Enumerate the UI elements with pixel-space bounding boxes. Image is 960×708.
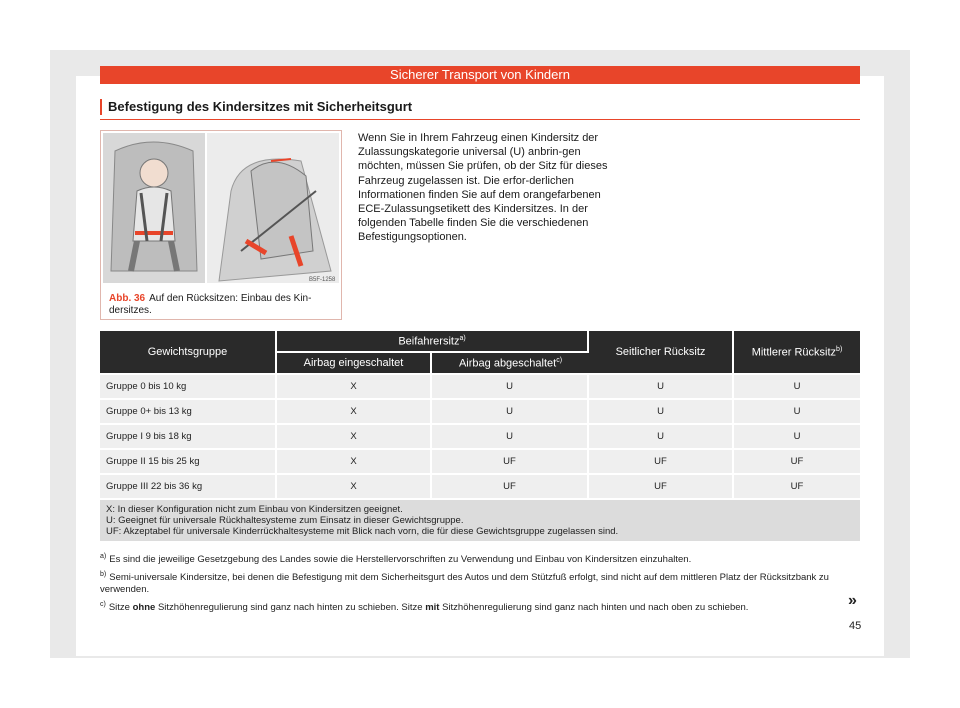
- cell-airbag-off: UF: [432, 475, 589, 498]
- col-header-middle: Mittlerer Rücksitz$^{b)}$: [734, 331, 860, 373]
- cell-middle: UF: [734, 475, 860, 498]
- footnote-b: $^{b)}$ Semi-universale Kindersitze, bei denen die Befestigung mit dem Sicherheitsgurt des Autos und dem Stützfuß erfolgt, sind nicht auf dem mittleren Platz der Rücksitzbank zu verwenden.: [100, 571, 829, 596]
- cell-side: UF: [589, 475, 734, 498]
- cell-group: Gruppe I 9 bis 18 kg: [100, 425, 277, 448]
- cell-airbag-off: U: [432, 425, 589, 448]
- table-row: [100, 400, 860, 423]
- legend-line: X: In dieser Konfiguration nicht zum Einbau von Kindersitzen geeignet.: [106, 504, 403, 515]
- cell-airbag-on: X: [277, 375, 432, 398]
- cell-side: U: [589, 375, 734, 398]
- cell-airbag-on: X: [277, 425, 432, 448]
- figure-caption: [109, 293, 335, 317]
- cell-middle: U: [734, 375, 860, 398]
- section-title: Befestigung des Kindersitzes mit Sicherheitsgurt: [108, 99, 413, 114]
- figure-child-seat: [100, 130, 342, 320]
- intro-paragraph: Wenn Sie in Ihrem Fahrzeug einen Kindersitz der Zulassungskategorie universal (U) anbrin-gen möchten, müssen Sie prüfen, ob der Sitz für dieses Fahrzeug zugelassen ist. Die erfor-derlichen Informationen finden Sie auf dem orangefarbenen ECE-Zulassungsetikett des Kindersitzes. In der folgenden Tabelle finden Sie die verschiedenen Befestigungsoptionen.: [358, 132, 608, 244]
- cell-middle: UF: [734, 450, 860, 473]
- cell-airbag-on: X: [277, 400, 432, 423]
- child-seat-illustration: [101, 131, 341, 289]
- cell-airbag-off: U: [432, 400, 589, 423]
- cell-airbag-on: X: [277, 475, 432, 498]
- table-row: [100, 450, 860, 473]
- cell-group: Gruppe 0 bis 10 kg: [100, 375, 277, 398]
- table-row: [100, 375, 860, 398]
- col-header-group: Gewichtsgruppe: [100, 331, 277, 373]
- col-header-airbag-off: Airbag abgeschaltet$^{c)}$: [432, 353, 589, 373]
- legend-line: UF: Akzeptabel für universale Kinderrückhaltesysteme mit Blick nach vorn, die für diese Gewichtsgruppe zugelassen sind.: [106, 526, 619, 537]
- installed-child-seat: [251, 162, 313, 259]
- continue-marker: »: [848, 592, 857, 609]
- cell-airbag-on: X: [277, 450, 432, 473]
- table-row: [100, 425, 860, 448]
- figure-number: Abb. 36: [109, 293, 146, 304]
- child-seat-table: [100, 329, 860, 543]
- section-divider: [100, 119, 860, 120]
- footnote-a: $^{a)}$ Es sind die jeweilige Gesetzgebung des Landes sowie die Herstellervorschriften zu Verwendung und Einbau von Kindersitzen einzuhalten.: [100, 553, 692, 566]
- cell-middle: U: [734, 425, 860, 448]
- table-row: [100, 475, 860, 498]
- figure-code: B5F-1258: [309, 277, 336, 283]
- cell-side: U: [589, 400, 734, 423]
- cell-group: Gruppe 0+ bis 13 kg: [100, 400, 277, 423]
- figure-caption-text: Auf den Rücksitzen: Einbau des Kin-dersitzes.: [109, 293, 312, 316]
- cell-group: Gruppe II 15 bis 25 kg: [100, 450, 277, 473]
- cell-airbag-off: UF: [432, 450, 589, 473]
- child-head: [140, 159, 168, 187]
- legend-line: U: Geeignet für universale Rückhaltesysteme zum Einsatz in dieser Gewichtsgruppe.: [106, 515, 464, 526]
- col-header-side: Seitlicher Rücksitz: [589, 331, 734, 373]
- col-header-passenger: Beifahrersitz$^{a)}$: [277, 331, 589, 351]
- cell-middle: U: [734, 400, 860, 423]
- table-legend: [100, 500, 860, 541]
- cell-side: UF: [589, 450, 734, 473]
- footnote-c: $^{c)}$ Sitze ohne Sitzhöhenregulierung sind ganz nach hinten zu schieben. Sitze mit Sitzhöhenregulierung sind ganz nach hinten und nach oben zu schieben.: [100, 601, 749, 614]
- cell-group: Gruppe III 22 bis 36 kg: [100, 475, 277, 498]
- page-number: 45: [849, 620, 862, 632]
- table-legend-row: [100, 500, 860, 541]
- cell-airbag-off: U: [432, 375, 589, 398]
- cell-side: U: [589, 425, 734, 448]
- section-accent-bar: [100, 99, 102, 115]
- col-header-airbag-on: Airbag eingeschaltet: [277, 353, 432, 373]
- chapter-header: Sicherer Transport von Kindern: [100, 66, 860, 84]
